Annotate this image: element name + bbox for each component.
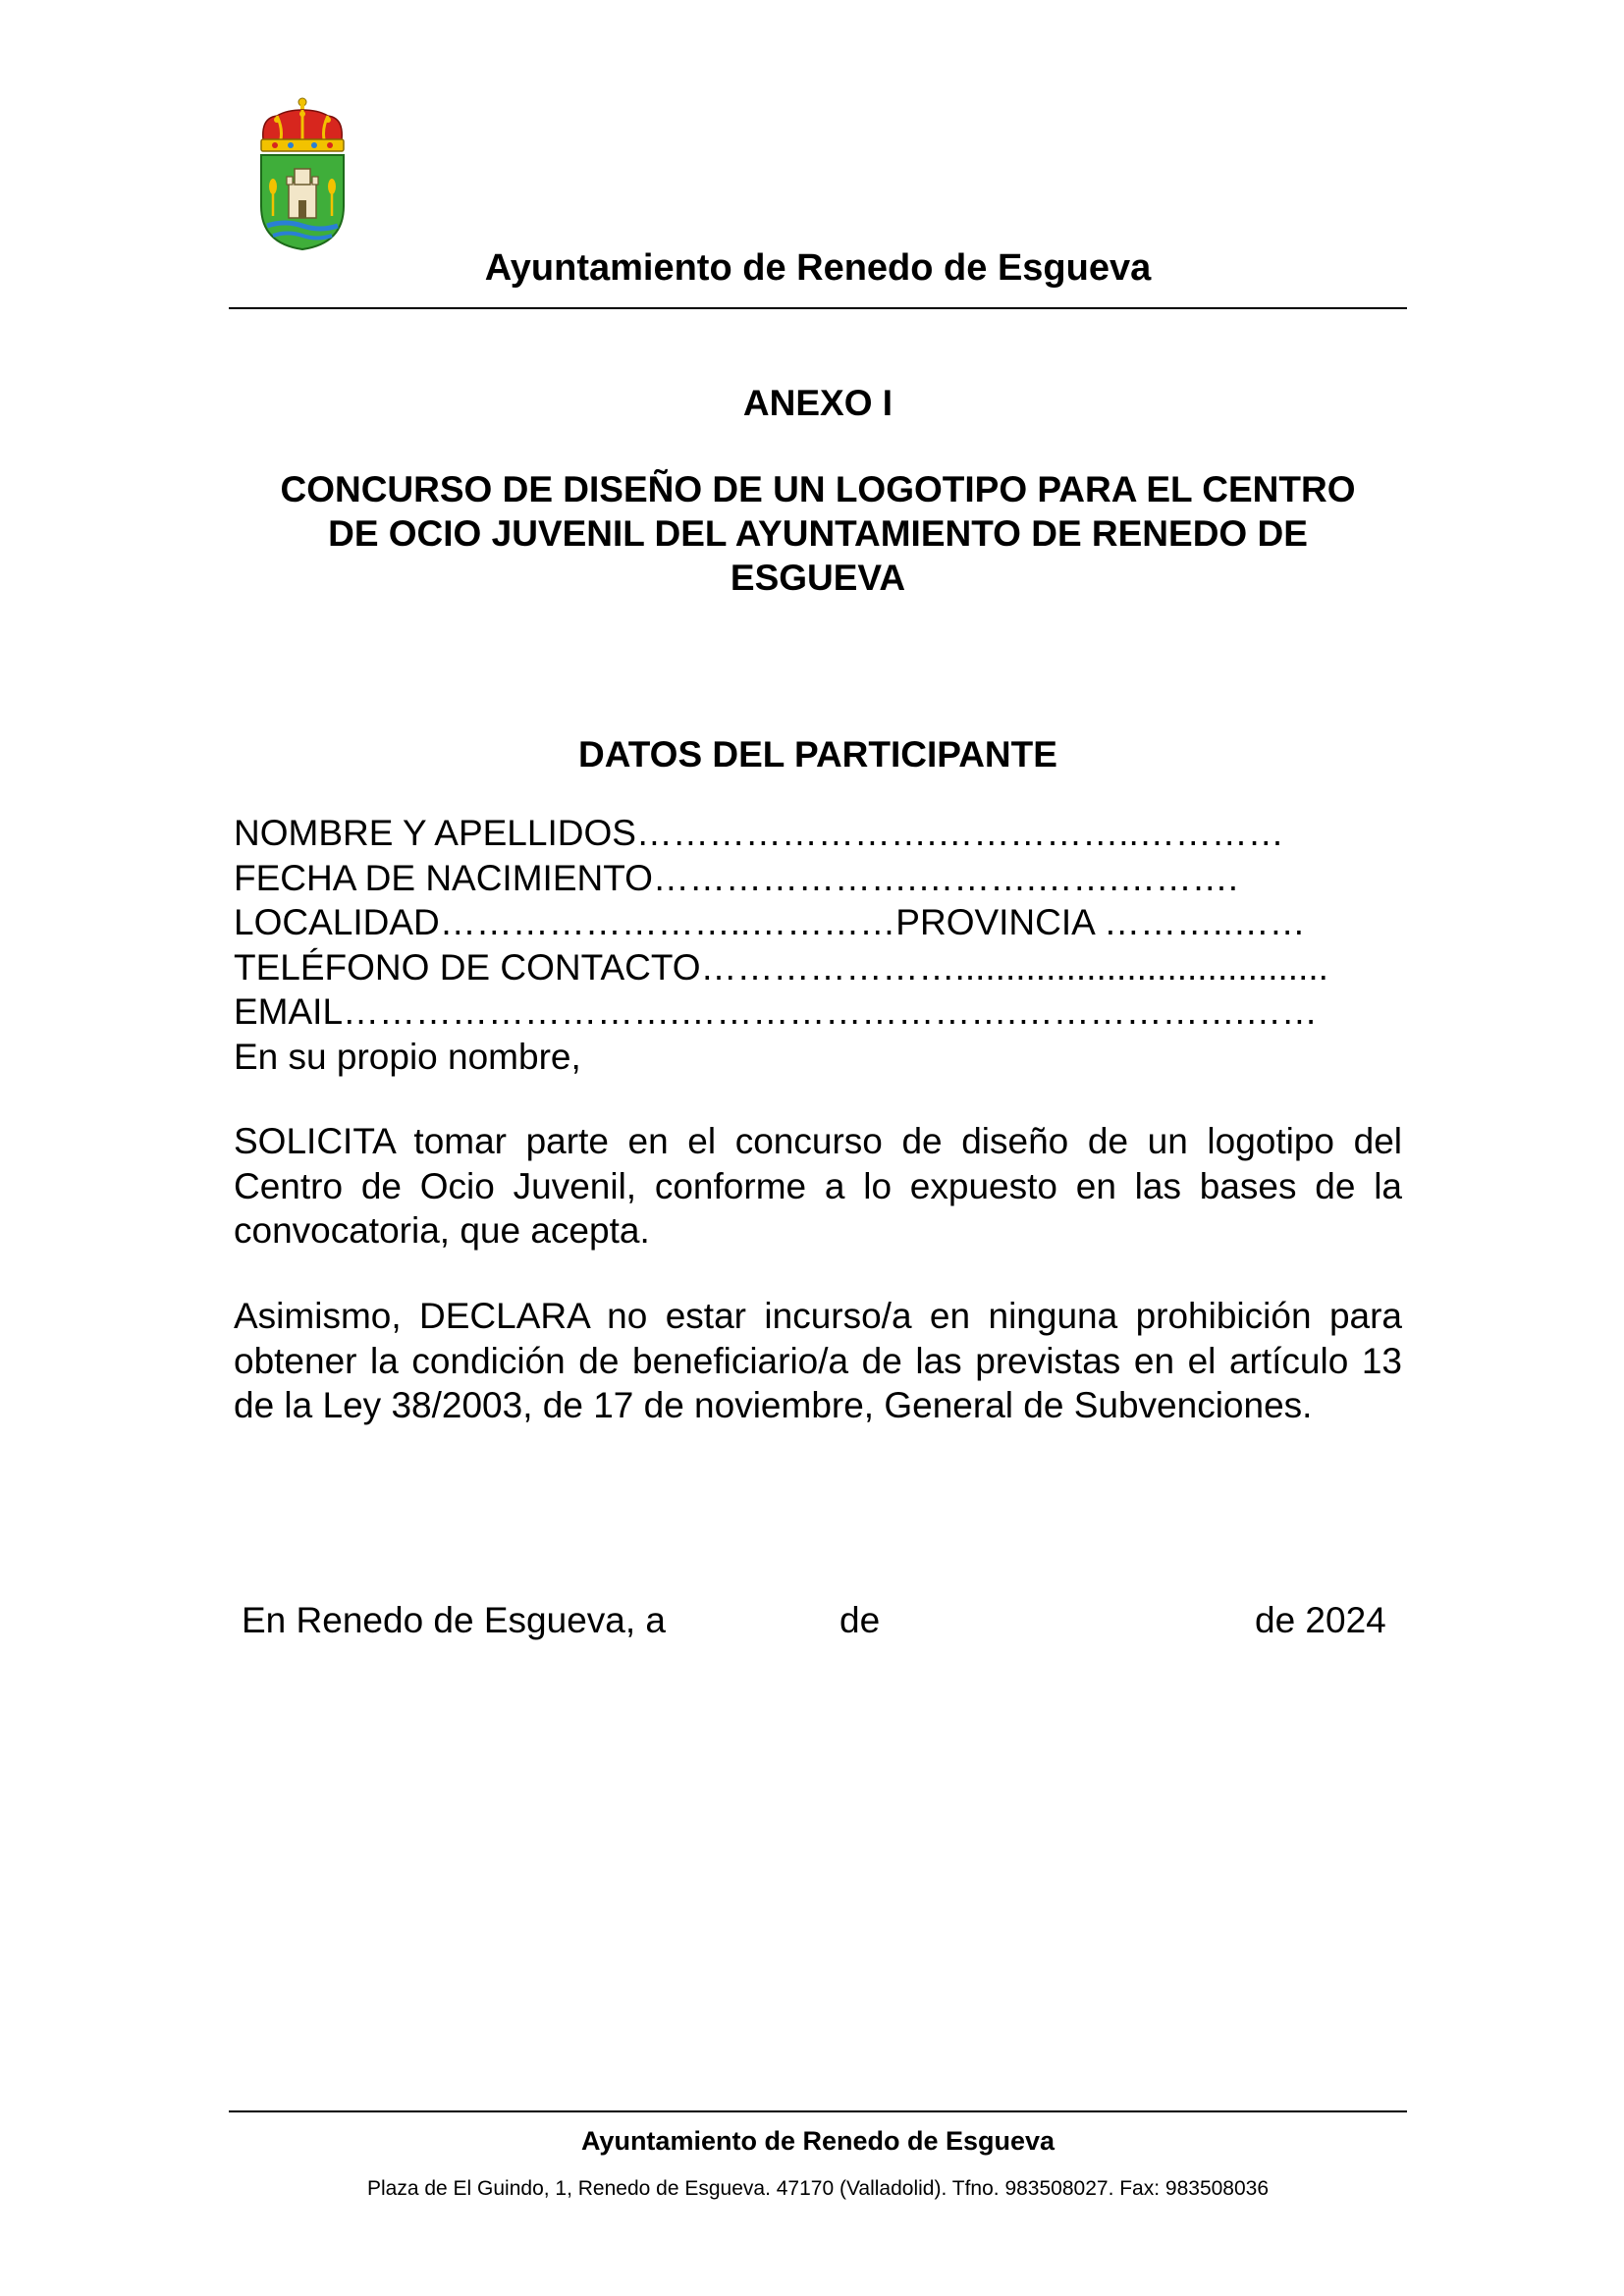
date-line-place: En Renedo de Esgueva, a: [242, 1600, 666, 1640]
request-paragraph: SOLICITA tomar parte en el concurso de diseño de un logotipo del Centro de Ocio Juvenil, conforme a lo expuesto en las bases de la convocatoria, que acepta.: [234, 1121, 1402, 1252]
municipal-coat-of-arms-icon: [257, 96, 348, 251]
participant-fields: [234, 811, 1402, 1080]
annex-title: ANEXO I: [742, 383, 893, 423]
date-line-year: de 2024: [1255, 1600, 1386, 1640]
contest-title-line: CONCURSO DE DISEÑO DE UN LOGOTIPO PARA EL CENTRO: [280, 469, 1356, 509]
header-title: Ayuntamiento de Renedo de Esgueva: [484, 247, 1152, 289]
footer-divider: [229, 2110, 1407, 2112]
contest-title-line: ESGUEVA: [730, 558, 906, 598]
field-birthdate[interactable]: FECHA DE NACIMIENTO………………….……….…….……….: [234, 857, 1239, 898]
field-locality-province[interactable]: LOCALIDAD……………………..…………PROVINCIA ………..……: [234, 902, 1306, 943]
header-divider: [229, 307, 1407, 309]
own-name-text: En su propio nombre,: [234, 1036, 581, 1077]
field-name[interactable]: NOMBRE Y APELLIDOS…………………….……………..…………: [234, 813, 1284, 853]
declaration-paragraph: Asimismo, DECLARA no estar incurso/a en ninguna prohibición para obtener la condición de beneficiario/a de las previstas en el artículo 13 de la Ley 38/2003, de 17 de noviembre, General de Subvenciones.: [234, 1296, 1402, 1426]
date-line-month-de: de: [839, 1600, 881, 1640]
contest-title: [236, 467, 1400, 600]
contest-title-line: DE OCIO JUVENIL DEL AYUNTAMIENTO DE RENEDO DE: [328, 513, 1308, 554]
field-phone[interactable]: TELÉFONO DE CONTACTO………………….....................................: [234, 946, 1328, 988]
field-email[interactable]: EMAIL……………………….……………………….……………….……: [234, 991, 1318, 1033]
footer-address: Plaza de El Guindo, 1, Renedo de Esgueva. 47170 (Valladolid). Tfno. 983508027. Fax: 983508036: [366, 2177, 1270, 2200]
footer-name: Ayuntamiento de Renedo de Esgueva: [580, 2126, 1056, 2156]
section-title: DATOS DEL PARTICIPANTE: [578, 734, 1057, 774]
